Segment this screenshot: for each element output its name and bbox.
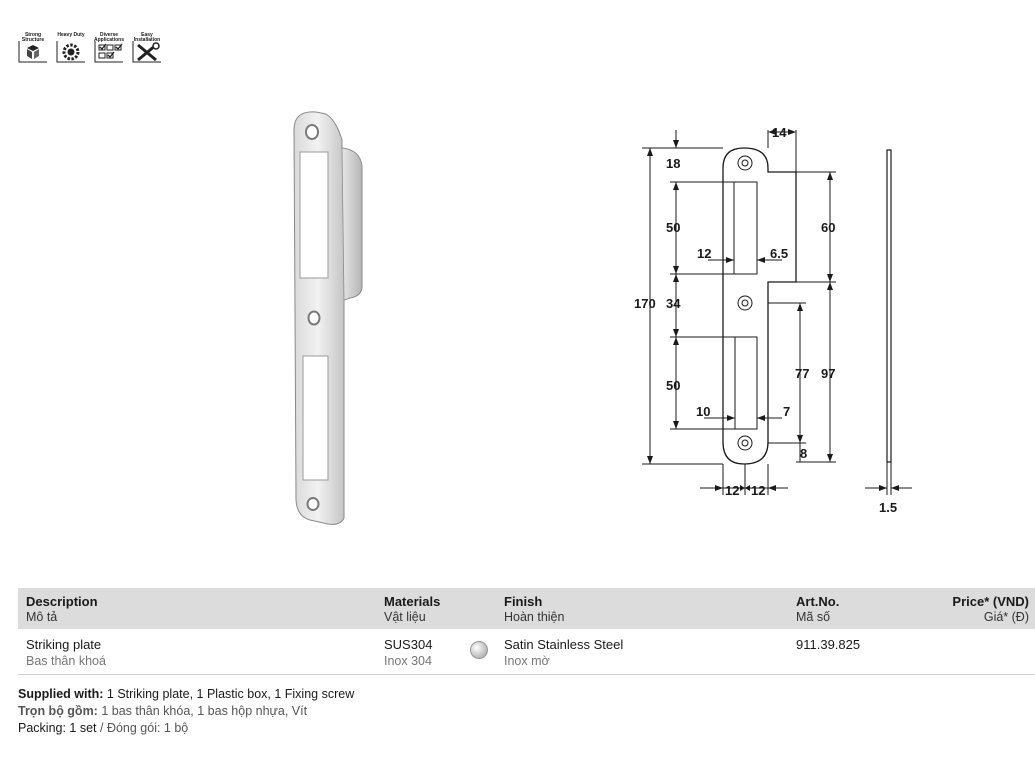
cell-materials: SUS304 Inox 304 (376, 629, 462, 675)
badge-label: Easy Installation (133, 32, 161, 43)
dim-1-5: 1.5 (879, 500, 898, 515)
badge-heavy-duty (56, 33, 86, 63)
checkbox-grid-icon (94, 33, 124, 63)
dim-18: 18 (666, 156, 681, 171)
header-materials: Materials Vật liệu (376, 588, 462, 629)
header-price: Price* (VND) Giá* (Đ) (928, 588, 1035, 629)
supply-notes (18, 686, 354, 737)
dim-12-slot: 12 (697, 246, 712, 261)
badge-strong-structure (18, 33, 48, 63)
cube-icon (18, 33, 48, 63)
tron-bo-gom-line: Trọn bộ gồm: 1 bas thân khóa, 1 bas hộp nhựa, Vít (18, 704, 308, 718)
supplied-with-line: Supplied with: 1 Striking plate, 1 Plastic box, 1 Fixing screw (18, 687, 355, 701)
badge-easy-installation (132, 33, 162, 63)
table-row (18, 629, 1035, 675)
dim-14: 14 (772, 125, 787, 140)
dim-12-right: 12 (751, 483, 766, 498)
dim-10: 10 (696, 404, 711, 419)
dim-50-bottom: 50 (666, 378, 681, 393)
dim-8: 8 (800, 446, 808, 461)
dim-60: 60 (821, 220, 836, 235)
badge-label: Heavy Duty (57, 32, 85, 38)
tools-icon (132, 33, 162, 63)
badge-label: Strong Structure (21, 32, 45, 43)
spec-table (18, 588, 1035, 675)
technical-drawing (610, 110, 940, 530)
dim-7: 7 (783, 404, 791, 419)
cell-finish-swatch (462, 629, 496, 675)
table-header-row (18, 588, 1035, 629)
badge-label: Diverse Applications (94, 32, 125, 43)
header-swatch-spacer (462, 588, 496, 629)
cell-price (928, 629, 1035, 675)
packing-line: Packing: 1 set / Đóng gói: 1 bộ (18, 721, 189, 735)
gear-icon (56, 33, 86, 63)
feature-badges (18, 33, 162, 63)
cell-description: Striking plate Bas thân khoá (18, 629, 376, 675)
dim-170: 170 (634, 296, 656, 311)
header-description: Description Mô tả (18, 588, 376, 629)
dim-50-top: 50 (666, 220, 681, 235)
finish-swatch (470, 641, 488, 659)
dim-12-left: 12 (725, 483, 740, 498)
badge-diverse-applications (94, 33, 124, 63)
dim-34: 34 (666, 296, 681, 311)
dim-77: 77 (795, 366, 810, 381)
dim-6-5: 6.5 (770, 246, 789, 261)
header-artno: Art.No. Mã số (788, 588, 928, 629)
cell-artno: 911.39.825 (788, 629, 928, 675)
header-finish: Finish Hoàn thiện (496, 588, 788, 629)
product-photo (270, 100, 380, 530)
cell-finish: Satin Stainless Steel Inox mờ (496, 629, 788, 675)
dim-97: 97 (821, 366, 836, 381)
